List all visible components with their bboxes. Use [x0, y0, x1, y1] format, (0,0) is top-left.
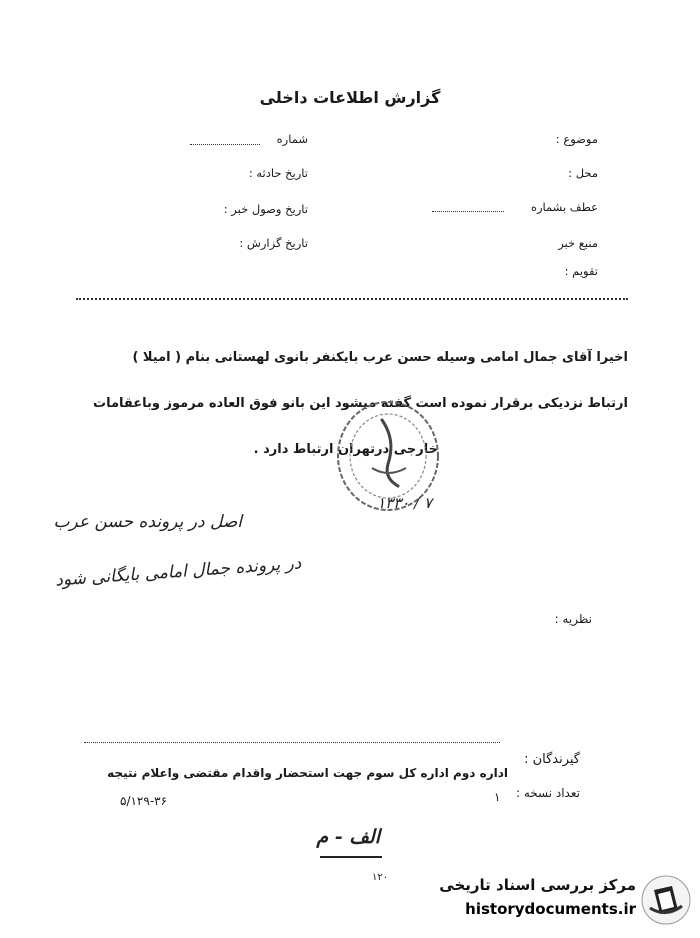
footer-separator: [84, 742, 500, 743]
place-field-label: محل :: [568, 166, 598, 180]
recipients-label: گیرندگان :: [524, 752, 580, 767]
watermark-name: مرکز بررسی اسناد تاریخی: [439, 876, 636, 894]
subject-field-label: موضوع :: [555, 132, 598, 146]
news-source-field-label: منبع خبر: [558, 236, 598, 250]
body-line-3: خارجی درتهران ارتباط دارد .: [253, 442, 438, 457]
number-field-label: شماره: [276, 132, 308, 146]
news-received-date-field-label: تاریخ وصول خبر :: [223, 202, 308, 216]
report-date-field-label: تاریخ گزارش :: [239, 236, 308, 250]
reference-dotted-line: [432, 201, 504, 212]
reference-field-label: عطف بشماره: [530, 200, 598, 214]
handwritten-code-underline: [320, 856, 382, 858]
recipients-text: اداره دوم اداره کل سوم جهت استحضار واقدام مقتضی واعلام نتیجه: [107, 766, 508, 780]
handwritten-note-1: اصل در پرونده حسن عرب: [53, 512, 242, 532]
handwritten-code: الف - م: [316, 826, 380, 848]
file-number: ۵/۱۲۹-۳۶: [120, 794, 168, 808]
incident-date-field-label: تاریخ حادثه :: [248, 166, 308, 180]
stamp-handwriting: ۷ / ۱۳۳۰: [377, 494, 432, 512]
copies-label: تعداد نسخه :: [515, 786, 580, 800]
header-separator: [76, 298, 628, 300]
body-line-1: اخیرا آقای جمال امامی وسیله حسن عرب بایکنفر بانوی لهستانی بنام ( امیلا ): [132, 350, 628, 365]
handwritten-note-2: در پرونده جمال امامی بایگانی شود: [55, 553, 303, 591]
evaluation-field-label: تقویم :: [564, 264, 598, 278]
document-archive-icon: [640, 874, 692, 926]
watermark-url: historydocuments.ir: [465, 900, 636, 918]
number-dotted-line: [190, 134, 260, 145]
watermark-logo: [418, 870, 700, 930]
document-title: گزارش اطلاعات داخلی: [259, 88, 441, 107]
opinion-label: نظریه :: [554, 612, 592, 626]
page-number: ۱۲۰: [372, 872, 389, 883]
body-line-2: ارتباط نزدیکی برقرار نموده است گفته میشود این بانو فوق العاده مرموز وباعقامات: [93, 396, 628, 411]
copies-value: ۱: [494, 790, 501, 804]
